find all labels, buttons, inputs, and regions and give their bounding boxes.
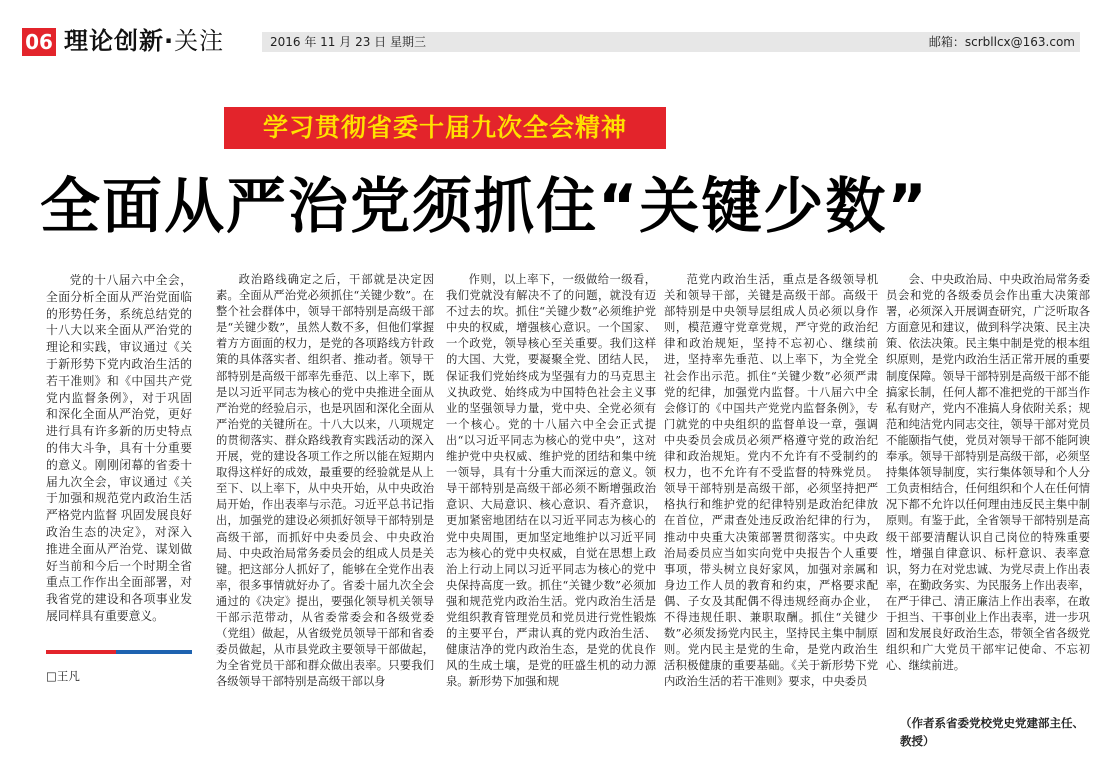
section-title — [64, 26, 224, 56]
lead-divider — [46, 650, 192, 654]
body-text: 政治路线确定之后，干部就是决定因素。全面从严治党必须抓住“关键少数”。在整个社会群体中，领导干部特别是高级干部是“关键少数”，虽然人数不多，但他们掌握着方方面面的权力，是党的各项路线方针政策的具体落实者、组织者、推动者。领导干部特别是高级干部率先垂范、以上率下，既是以习近平同志为核心的党中央推进全面从严治党的经验启示，也是巩固和深化全面从严治党的关键所在。十八大以来，八项规定的贯彻落实、群众路线教育实践活动的深入开展，党的建设各项工作之所以能在短期内取得这样好的成效，最重要的经验就是从上至下、以上率下，从中央开始，从中央政治局开始，作出表率与示范。习近平总书记指出，加强党的建设必须抓好领导干部特别是高级干部，而抓好中央委员会、中央政治局、中央政治局常务委员会的组成人员是关键。把这部分人抓好了，能够在全党作出表率，很多事情就好办了。省委十届九次全会通过的《决定》提出，要强化领导机关领导干部示范带动，从省委常委会和各级党委（党组）做起，从省级党员领导干部和省委委员做起，从市县党政主要领导干部做起，为全省党员干部和群众做出表率。只要我们各级领导干部特别是高级干部以身 — [216, 273, 434, 689]
body-column-2 — [446, 272, 656, 758]
divider-blue — [116, 650, 192, 654]
byline: □王凡 — [46, 669, 80, 683]
body-column-4 — [886, 272, 1090, 702]
body-text: 会、中央政治局、中央政治局常务委员会和党的各级委员会作出重大决策部署，必须深入开展调查研究，广泛听取各方面意见和建议，做到科学决策、民主决策、依法决策。民主集中制是党的根本组织原则，是党内政治生活正常开展的重要制度保障。领导干部特别是高级干部不能搞家长制，任何人都不准把党的干部当作私有财产，党内不准搞人身依附关系；规范和纯洁党内同志交往，领导干部对党员不能颐指气使，党员对领导干部不能阿谀奉承。领导干部特别是高级干部，必须坚持集体领导制度，实行集体领导和个人分工负责相结合，任何组织和个人在任何情况下都不允许以任何理由违反民主集中制原则。有鉴于此，全省领导干部特别是高级干部要清醒认识自己岗位的特殊重要性，增强自律意识、标杆意识、表率意识，努力在对党忠诚、为党尽责上作出表率，在勤政务实、为民服务上作出表率，在严于律己、清正廉洁上作出表率，在敢于担当、干事创业上作出表率，进一步巩固和发展良好政治生态，带领全省各级党组织和广大党员干部牢记使命、不忘初心、继续前进。 — [886, 273, 1090, 673]
page-number: 06 — [22, 28, 56, 56]
contact-email: 邮箱：scrbllcx@163.com — [928, 35, 1075, 49]
section-main: 理论创新 — [64, 27, 164, 55]
issue-date: 2016 年 11 月 23 日 星期三 — [270, 35, 426, 49]
body-column-1 — [216, 272, 434, 758]
body-text: 作则，以上率下，一级做给一级看，我们党就没有解决不了的问题，就没有迈不过去的坎。抓住“关键少数”必须维护党中央的权威，增强核心意识。一个国家、一个政党，领导核心至关重要。我们这样的大国、大党，要凝聚全党、团结人民，保证我们党始终成为坚强有力的马克思主义执政党、始终成为中国特色社会主义事业的坚强领导力量，党中央、全党必须有一个核心。党的十八届六中全会正式提出“以习近平同志为核心的党中央”，这对维护党中央权威、维护党的团结和集中统一领导，具有十分重大而深远的意义。领导干部特别是高级干部必须不断增强政治意识、大局意识、核心意识、看齐意识，更加紧密地团结在以习近平同志为核心的党中央周围，更加坚定地维护以习近平同志为核心的党中央权威，自觉在思想上政治上行动上同以习近平同志为核心的党中央保持高度一致。抓住“关键少数”必须加强和规范党内政治生活。党内政治生活是党组织教育管理党员和党员进行党性锻炼的主要平台，严肃认真的党内政治生活、健康洁净的党内政治生态，是党的优良作风的生成土壤，是党的旺盛生机的动力源泉。新形势下加强和规 — [446, 273, 656, 689]
author-note: （作者系省委党校党史党建部主任、教授） — [900, 716, 1084, 748]
section-sub: 关注 — [174, 27, 225, 55]
body-text: 范党内政治生活，重点是各级领导机关和领导干部，关键是高级干部。高级干部特别是中央领导层组成人员必须以身作则，模范遵守党章党规，严守党的政治纪律和政治规矩，坚持不忘初心、继续前进，坚持率先垂范、以上率下，为全党全社会作出示范。抓住“关键少数”必须严肃党的纪律，加强党内监督。十八届六中全会修订的《中国共产党党内监督条例》，专门就党的中央组织的监督单设一章，强调中央委员会成员必须严格遵守党的政治纪律和政治规矩。党内不允许有不受制约的权力，也不允许有不受监督的特殊党员。领导干部特别是高级干部，必须坚持把严格执行和维护党的纪律特别是政治纪律放在首位，严肃查处违反政治纪律的行为，推动中央重大决策部署贯彻落实。中央政治局委员应当如实向党中央报告个人重要事项，带头树立良好家风，加强对亲属和身边工作人员的教育和约束，严格要求配偶、子女及其配偶不得违规经商办企业，不得违规任职、兼职取酬。抓住“关键少数”必须发扬党内民主，坚持民主集中制原则。党内民主是党的生命，是党内政治生活积极健康的重要基础。《关于新形势下党内政治生活的若干准则》要求，中央委员 — [664, 273, 878, 689]
lead-column — [46, 272, 192, 642]
page-header — [0, 0, 1103, 62]
body-column-3 — [664, 272, 878, 758]
article-headline: 全面从严治党须抓住“关键少数” — [40, 172, 929, 242]
divider-red — [46, 650, 116, 654]
section-separator: · — [164, 27, 175, 55]
lead-paragraph: 党的十八届六中全会，全面分析全面从严治党面临的形势任务，系统总结党的十八大以来全面从严治党的理论和实践，审议通过《关于新形势下党内政治生活的若干准则》和《中国共产党党内监督条例》，对于巩固和深化全面从严治党，更好进行具有许多新的历史特点的伟大斗争，具有十分重要的意义。刚刚闭幕的省委十届九次全会，审议通过《关于加强和规范党内政治生活 严格党内监督 巩固发展良好政治生态的决定》，对深入推进全面从严治党、谋划做好当前和今后一个时期全省重点工作作出全面部署，对我省党的建设和各项事业发展同样具有重要意义。 — [46, 273, 192, 623]
kicker-banner: 学习贯彻省委十届九次全会精神 — [224, 107, 666, 149]
